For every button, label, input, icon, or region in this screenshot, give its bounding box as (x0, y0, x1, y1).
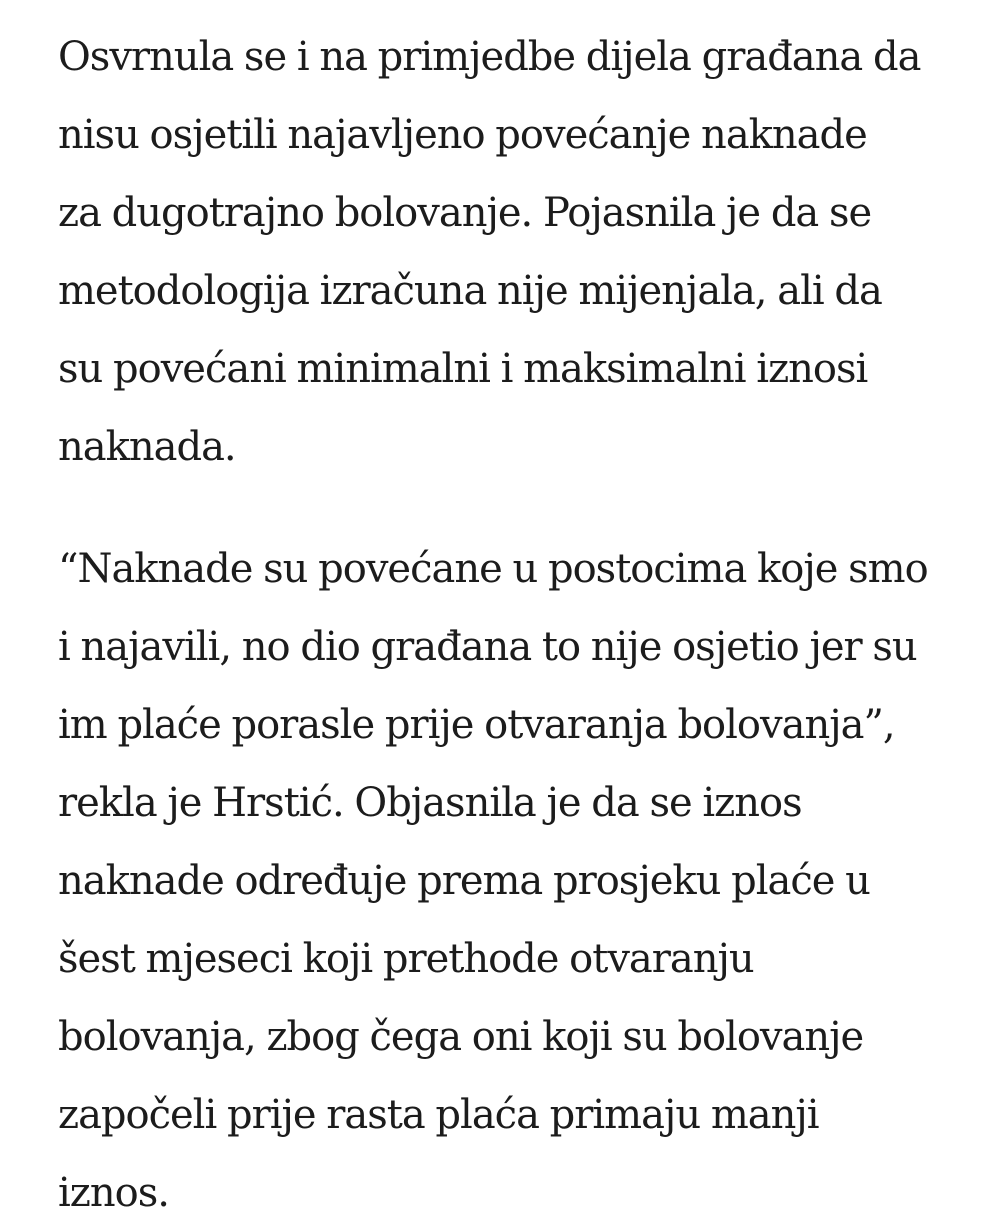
text-line: šest mjeseci koji prethode otvaranju (58, 936, 754, 982)
text-line: iznos. (58, 1170, 169, 1216)
article-body (58, 18, 958, 1232)
text-line: naknade određuje prema prosjeku plaće u (58, 858, 870, 904)
text-line: i najavili, no dio građana to nije osjetio jer su (58, 624, 917, 670)
text-line: za dugotrajno bolovanje. Pojasnila je da se (58, 190, 872, 236)
text-line: započeli prije rasta plaća primaju manji (58, 1092, 819, 1138)
paragraph-1 (58, 18, 958, 486)
text-line: “Naknade su povećane u postocima koje smo (58, 546, 928, 592)
text-line: nisu osjetili najavljeno povećanje naknade (58, 112, 867, 158)
text-line: im plaće porasle prije otvaranja bolovanja”, (58, 702, 895, 748)
text-line: metodologija izračuna nije mijenjala, ali da (58, 268, 882, 314)
text-line: Osvrnula se i na primjedbe dijela građana da (58, 34, 921, 80)
text-line: su povećani minimalni i maksimalni iznosi (58, 346, 868, 392)
paragraph-2 (58, 530, 958, 1232)
text-line: naknada. (58, 424, 236, 470)
text-line: rekla je Hrstić. Objasnila je da se iznos (58, 780, 802, 826)
text-line: bolovanja, zbog čega oni koji su bolovanje (58, 1014, 864, 1060)
paragraph-spacing (58, 486, 958, 530)
